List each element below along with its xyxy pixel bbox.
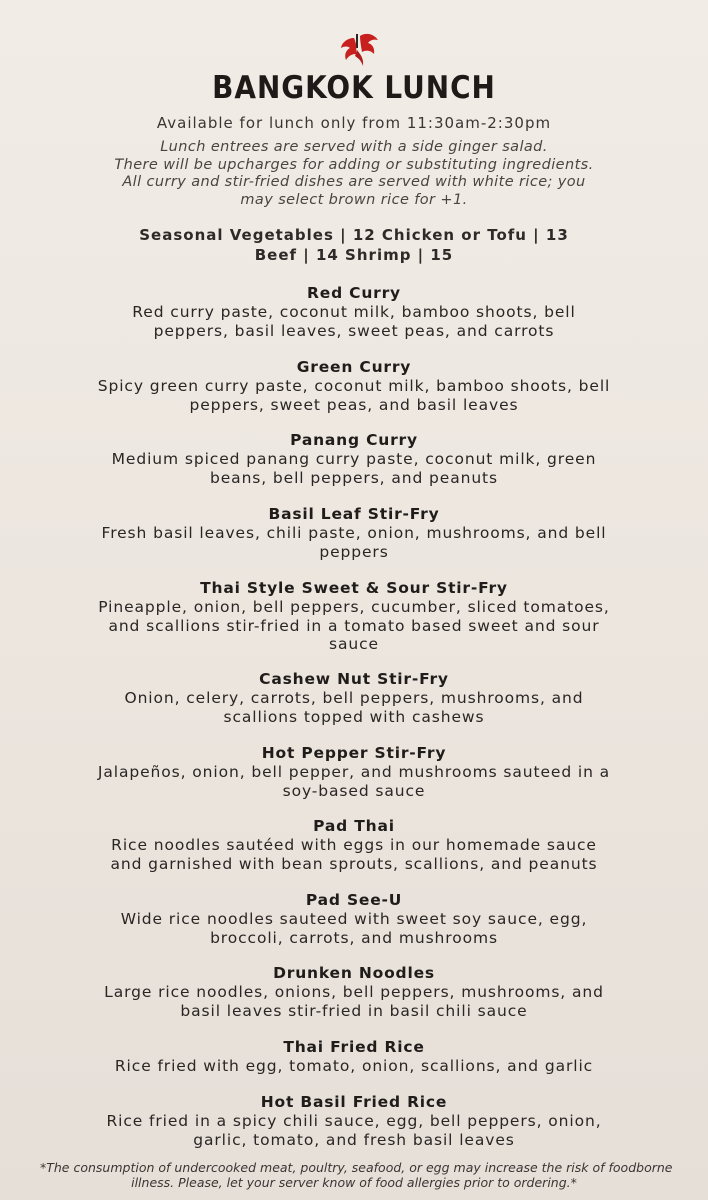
desc-line: Rice fried in a spicy chili sauce, egg, bell peppers, onion, xyxy=(106,1112,602,1130)
desc-line: Fresh basil leaves, chili paste, onion, mushrooms, and bell xyxy=(101,524,607,542)
menu-item-name: Red Curry xyxy=(307,284,401,302)
menu-item-description xyxy=(0,598,708,654)
menu-item-description xyxy=(0,763,708,800)
menu-item-pad-thai xyxy=(0,817,708,873)
price-line: Seasonal Vegetables | 12 Chicken or Tofu | 13 xyxy=(139,226,569,244)
menu-item-hot-pepper-stir-fry xyxy=(0,744,708,800)
menu-item-name: Thai Style Sweet & Sour Stir-Fry xyxy=(200,579,508,597)
desc-line: Jalapeños, onion, bell pepper, and mushrooms sauteed in a xyxy=(97,763,611,781)
desc-line: peppers, sweet peas, and basil leaves xyxy=(189,395,519,414)
desc-line: sauce xyxy=(329,635,379,653)
menu-item-name: Cashew Nut Stir-Fry xyxy=(259,670,449,688)
menu-item-description xyxy=(0,377,708,414)
menu-item-description xyxy=(0,1057,708,1076)
menu-item-red-curry xyxy=(0,284,708,340)
menu-item-name: Thai Fried Rice xyxy=(283,1038,425,1056)
menu-item-name: Basil Leaf Stir-Fry xyxy=(268,505,440,523)
intro-line: All curry and stir-fried dishes are served with white rice; you xyxy=(122,174,586,190)
desc-line: Medium spiced panang curry paste, coconut milk, green xyxy=(111,450,597,468)
menu-item-description xyxy=(0,910,708,947)
menu-item-name: Green Curry xyxy=(296,358,412,376)
allergy-disclaimer xyxy=(40,1160,673,1190)
menu-item-basil-leaf-stir-fry xyxy=(0,505,708,561)
protein-price-list xyxy=(0,225,708,265)
menu-item-pad-see-u xyxy=(0,891,708,947)
menu-item-description xyxy=(0,450,708,487)
intro-notes xyxy=(70,139,638,209)
menu-item-name: Pad See-U xyxy=(305,891,403,909)
menu-item-name: Hot Pepper Stir-Fry xyxy=(261,744,447,762)
menu-item-description xyxy=(0,983,708,1020)
desc-line: peppers xyxy=(319,542,389,561)
disclaimer-line: illness. Please, let your server know of food allergies prior to ordering.* xyxy=(131,1175,577,1190)
menu-item-sweet-sour-stir-fry xyxy=(0,579,708,654)
menu-item-name: Pad Thai xyxy=(313,817,395,835)
desc-line: soy-based sauce xyxy=(282,781,426,800)
desc-line: peppers, basil leaves, sweet peas, and carrots xyxy=(153,321,555,340)
desc-line: Onion, celery, carrots, bell peppers, mushrooms, and xyxy=(124,689,584,707)
menu-item-description xyxy=(0,524,708,561)
intro-line: There will be upcharges for adding or substituting ingredients. xyxy=(114,156,594,173)
menu-item-hot-basil-fried-rice xyxy=(0,1093,708,1149)
desc-line: Red curry paste, coconut milk, bamboo shoots, bell xyxy=(132,303,576,321)
desc-line: and scallions stir-fried in a tomato based sweet and sour xyxy=(108,616,600,635)
menu-item-panang-curry xyxy=(0,431,708,487)
price-line: Beef | 14 Shrimp | 15 xyxy=(254,246,454,264)
desc-line: beans, bell peppers, and peanuts xyxy=(210,468,498,487)
menu-item-name: Hot Basil Fried Rice xyxy=(260,1093,448,1111)
menu-item-green-curry xyxy=(0,358,708,414)
intro-line: may select brown rice for +1. xyxy=(240,191,468,208)
menu-item-thai-fried-rice xyxy=(0,1038,708,1076)
desc-line: and garnished with bean sprouts, scallions, and peanuts xyxy=(110,854,598,873)
menu-item-description xyxy=(0,303,708,340)
desc-line: Wide rice noodles sauteed with sweet soy sauce, egg, xyxy=(120,910,588,928)
desc-line: Pineapple, onion, bell peppers, cucumber, sliced tomatoes, xyxy=(98,598,610,616)
desc-line: Spicy green curry paste, coconut milk, bamboo shoots, bell xyxy=(97,377,611,395)
desc-line: broccoli, carrots, and mushrooms xyxy=(210,928,498,947)
menu-title: BANGKOK LUNCH xyxy=(212,70,496,106)
menu-item-cashew-nut-stir-fry xyxy=(0,670,708,726)
menu-item-name: Drunken Noodles xyxy=(273,964,435,982)
desc-line: basil leaves stir-fried in basil chili sauce xyxy=(180,1001,528,1020)
desc-line: Large rice noodles, onions, bell peppers, mushrooms, and xyxy=(104,983,604,1001)
desc-line: scallions topped with cashews xyxy=(223,707,485,726)
menu-item-description xyxy=(0,689,708,726)
menu-item-drunken-noodles xyxy=(0,964,708,1020)
menu-item-name: Panang Curry xyxy=(290,431,418,449)
desc-line: Rice noodles sautéed with eggs in our homemade sauce xyxy=(111,836,597,854)
intro-line: Lunch entrees are served with a side ginger salad. xyxy=(160,139,548,155)
menu-item-description xyxy=(0,1112,708,1149)
desc-line: garlic, tomato, and fresh basil leaves xyxy=(193,1130,515,1149)
availability-text: Available for lunch only from 11:30am-2:30pm xyxy=(156,114,552,132)
menu-item-description xyxy=(0,836,708,873)
disclaimer-line: *The consumption of undercooked meat, poultry, seafood, or egg may increase the risk of foodborne xyxy=(40,1160,673,1175)
desc-line: Rice fried with egg, tomato, onion, scallions, and garlic xyxy=(114,1057,594,1075)
bangkok-logo-icon xyxy=(334,30,384,72)
